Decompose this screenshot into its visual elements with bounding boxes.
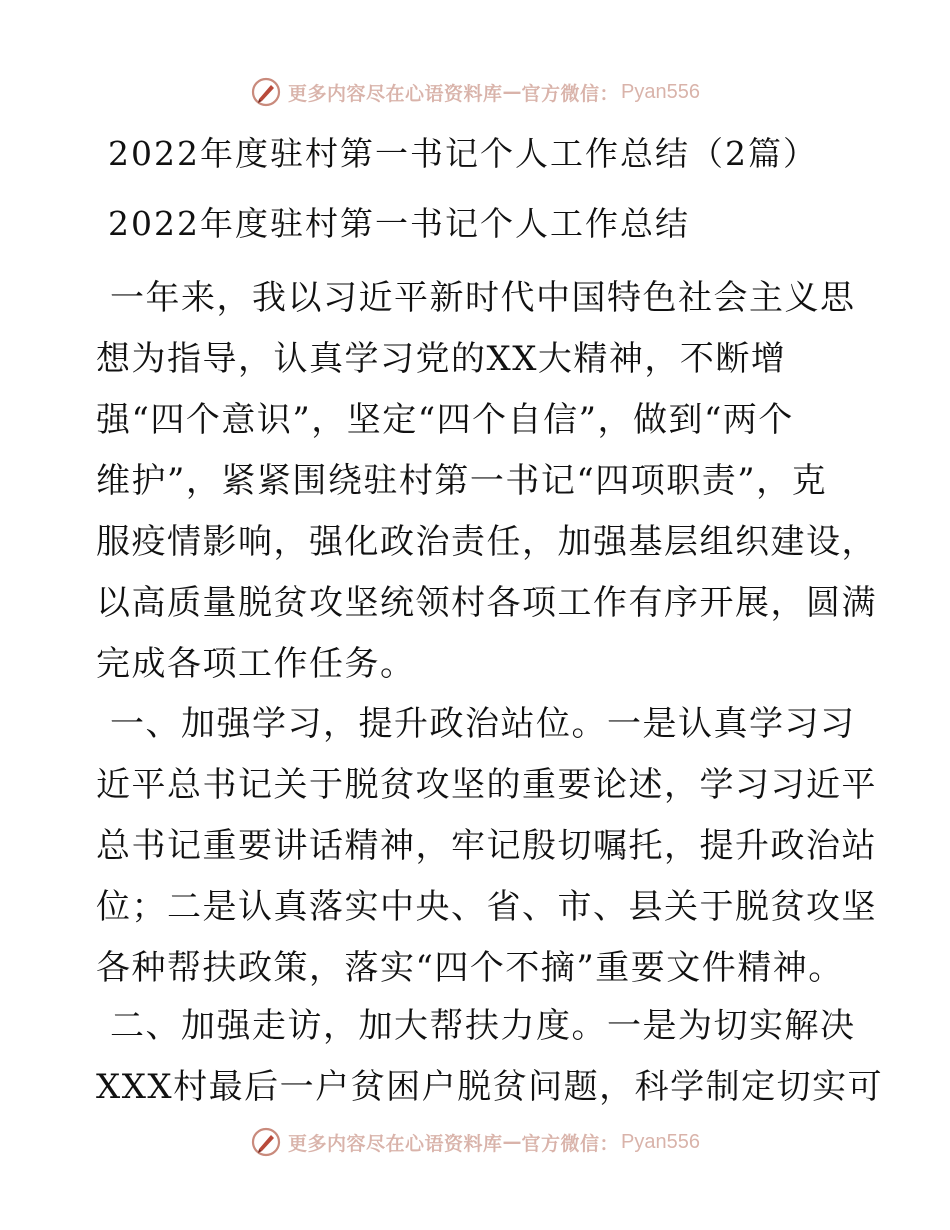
banner-wechat-id: Pyan556 <box>621 1130 700 1153</box>
paragraph-line: 想为指导，认真学习党的XX大精神，不断增 <box>96 339 787 379</box>
paragraph-line: 维护”，紧紧围绕驻村第一书记“四项职责”，克 <box>96 461 828 501</box>
paragraph-line: 各种帮扶政策，落实“四个不摘”重要文件精神。 <box>96 948 844 988</box>
banner-wechat-label: 官方微信： <box>521 1132 620 1155</box>
banner-wechat-label: 官方微信： <box>521 82 620 105</box>
paragraph-line: 一年来，我以习近平新时代中国特色社会主义思 <box>110 278 856 318</box>
banner-text: 更多内容尽在心语资料库 <box>288 1132 503 1155</box>
banner-separator: — <box>502 1131 522 1153</box>
paragraph-line: 服疫情影响，强化政治责任，加强基层组织建设， <box>96 522 877 562</box>
paragraph-line: 二、加强走访，加大帮扶力度。一是为切实解决 <box>110 1006 856 1046</box>
paragraph-line: 完成各项工作任务。 <box>96 644 416 684</box>
document-subtitle: 2022年度驻村第一书记个人工作总结 <box>108 204 690 243</box>
header-watermark-banner <box>0 72 950 112</box>
paragraph-line: 位；二是认真落实中央、省、市、县关于脱贫攻坚 <box>96 887 877 927</box>
paragraph-line: 强“四个意识”，坚定“四个自信”，做到“两个 <box>96 400 794 440</box>
paragraph-line: 以高质量脱贫攻坚统领村各项工作有序开展，圆满 <box>96 583 877 623</box>
body-paragraph-section-one <box>96 694 877 999</box>
paragraph-line: 总书记重要讲话精神，牢记殷切嘱托，提升政治站 <box>96 826 877 866</box>
footer-watermark-banner <box>0 1122 950 1162</box>
body-paragraph-intro <box>96 268 877 695</box>
banner-wechat-id: Pyan556 <box>621 80 700 103</box>
pen-logo-icon <box>250 76 282 108</box>
banner-separator: — <box>502 81 522 103</box>
banner-text: 更多内容尽在心语资料库 <box>288 82 503 105</box>
document-main-title: 2022年度驻村第一书记个人工作总结（2篇） <box>108 134 818 173</box>
paragraph-line: 一、加强学习，提升政治站位。一是认真学习习 <box>110 704 856 744</box>
pen-logo-icon <box>250 1126 282 1158</box>
paragraph-line: XXX村最后一户贫困户脱贫问题，科学制定切实可 <box>96 1067 884 1107</box>
body-paragraph-section-two <box>96 996 884 1118</box>
paragraph-line: 近平总书记关于脱贫攻坚的重要论述，学习习近平 <box>96 765 877 805</box>
